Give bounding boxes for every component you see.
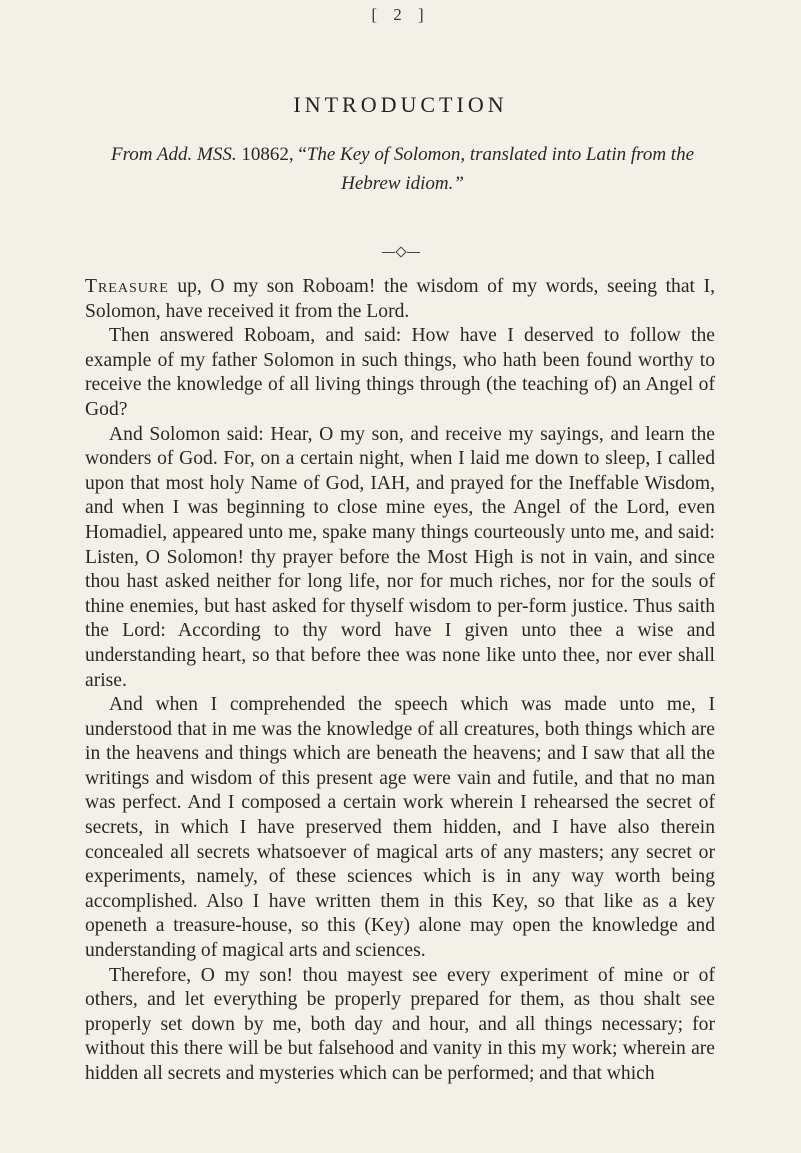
source-citation: [90, 140, 715, 198]
paragraph-2: Then answered Roboam, and said: How have I deserved to follow the example of my father Solomon in such things, who hath been found worthy to receive the knowledge of all living things through (the teaching of) an Angel of God?: [85, 325, 715, 420]
paragraph-1-rest: up, O my son Roboam! the wisdom of my words, seeing that I, Solomon, have received it from the Lord.: [85, 276, 715, 322]
paragraph-5: Therefore, O my son! thou mayest see every experiment of mine or of others, and let everything be properly prepared for them, as thou shalt see properly set down by me, both day and hour, and all things necessary; for without this there will be but falsehood and vanity in this my work; wherein are hidden all secrets and mysteries which can be performed; and that which: [85, 964, 715, 1084]
source-number: 10862, “: [236, 144, 307, 165]
source-suffix: , translated into Latin from the Hebrew idiom.”: [341, 144, 694, 194]
body-text: [85, 275, 715, 1087]
ornament-diamond: [395, 246, 406, 257]
paragraph-1: [85, 275, 715, 324]
paragraph-3: And Solomon said: Hear, O my son, and receive my sayings, and learn the wonders of God. For, on a certain night, when I laid me down to sleep, I called upon that most holy Name of God, IAH, and prayed for the Ineffable Wisdom, and when I was beginning to close mine eyes, the Angel of the Lord, even Homadiel, appeared unto me, spake many things courteously unto me, and said: Listen, O Solomon! thy prayer before the Most High is not in vain, and since thou hast asked neither for long life, nor for much riches, nor for the souls of thine enemies, but hast asked for thyself wisdom to per-form justice. Thus saith the Lord: According to thy word have I given unto thee a wise and understanding heart, so that before thee was none like unto thee, nor ever shall arise.: [85, 423, 715, 691]
paragraph-1-lead: Treasure: [85, 276, 169, 297]
source-prefix: From Add. MSS.: [110, 144, 237, 165]
page-title: INTRODUCTION: [293, 92, 508, 117]
source-book-title: The Key of Solomon: [306, 144, 461, 165]
paragraph-4: And when I comprehended the speech which was made unto me, I understood that in me was the knowledge of all creatures, both things which are in the heavens and things which are beneath the heavens; and I saw that all the writings and wisdom of this present age were vain and futile, and that no man was perfect. And I composed a certain work wherein I rehearsed the secret of secrets, in which I have preserved them hidden, and I have also therein concealed all secrets whatsoever of magical arts of any masters; any secret or experiments, namely, of these sciences which is in any way worth being accomplished. Also I have written them in this Key, so that like as a key openeth a treasure-house, so this (Key) alone may open the knowledge and understanding of magical arts and sciences.: [85, 694, 715, 962]
ornament-rule-right: [407, 252, 420, 253]
page-number: [ 2 ]: [371, 5, 430, 24]
ornamental-rule-icon: [0, 242, 801, 262]
ornament-rule-left: [382, 252, 395, 253]
